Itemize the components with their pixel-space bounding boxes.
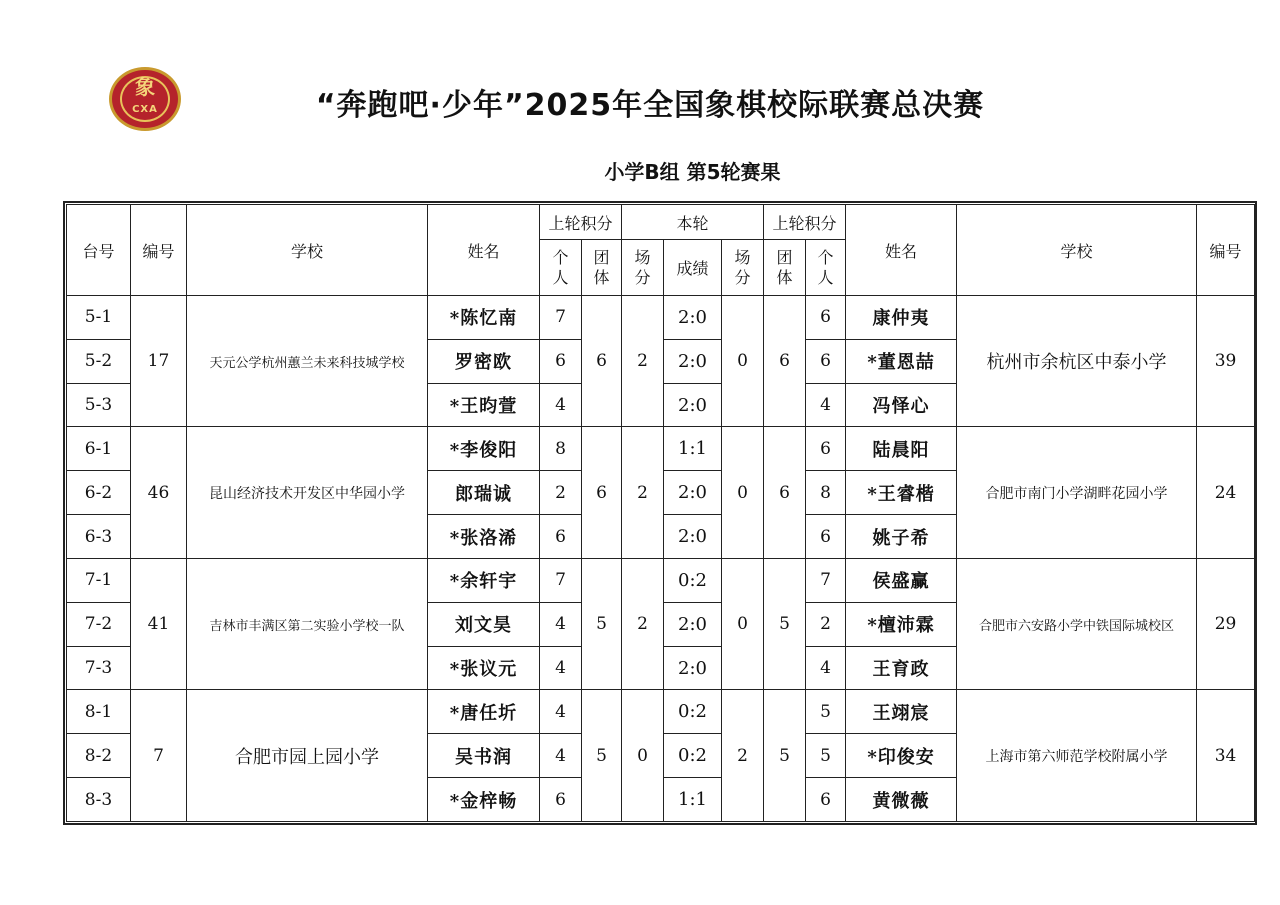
header-result: 成绩 [664, 240, 722, 296]
header-prev-points-right: 上轮积分 [764, 205, 846, 240]
board-cell: 8-3 [67, 778, 131, 822]
table-row [67, 427, 1255, 471]
header-match-pts-left: 场 分 [622, 240, 664, 296]
player-name-left: *唐任圻 [428, 690, 540, 734]
individual-points-left: 6 [540, 515, 582, 559]
game-result: 2:0 [664, 471, 722, 515]
header-this-round: 本轮 [622, 205, 764, 240]
header-school-left: 学校 [187, 205, 428, 296]
board-cell: 6-3 [67, 515, 131, 559]
header-name-left: 姓名 [428, 205, 540, 296]
individual-points-left: 4 [540, 602, 582, 646]
player-name-right: 侯盛赢 [846, 558, 957, 602]
team-id-left: 17 [131, 296, 187, 427]
school-left: 昆山经济技术开发区中华园小学 [187, 427, 428, 558]
team-id-right: 34 [1197, 690, 1255, 822]
results-table [66, 204, 1255, 822]
game-result: 0:2 [664, 690, 722, 734]
player-name-left: *金梓畅 [428, 778, 540, 822]
individual-points-right: 7 [806, 558, 846, 602]
individual-points-left: 7 [540, 296, 582, 340]
individual-points-right: 6 [806, 339, 846, 383]
individual-points-right: 4 [806, 646, 846, 690]
board-cell: 7-3 [67, 646, 131, 690]
game-result: 2:0 [664, 515, 722, 559]
results-body [67, 296, 1255, 822]
individual-points-left: 4 [540, 646, 582, 690]
player-name-right: 冯怿心 [846, 383, 957, 427]
player-name-right: 康仲夷 [846, 296, 957, 340]
table-row [67, 690, 1255, 734]
school-left: 吉林市丰满区第二实验小学校一队 [187, 558, 428, 689]
team-points-right: 6 [764, 296, 806, 427]
individual-points-left: 4 [540, 734, 582, 778]
game-result: 2:0 [664, 383, 722, 427]
header-team-left: 团 体 [582, 240, 622, 296]
match-points-left: 2 [622, 427, 664, 558]
individual-points-right: 6 [806, 427, 846, 471]
board-cell: 8-1 [67, 690, 131, 734]
board-cell: 6-1 [67, 427, 131, 471]
board-cell: 7-2 [67, 602, 131, 646]
team-points-right: 6 [764, 427, 806, 558]
header-prev-points-left: 上轮积分 [540, 205, 622, 240]
header-match-pts-right: 场 分 [722, 240, 764, 296]
player-name-left: 郎瑞诚 [428, 471, 540, 515]
team-points-right: 5 [764, 690, 806, 822]
board-cell: 5-2 [67, 339, 131, 383]
player-name-right: *董恩喆 [846, 339, 957, 383]
player-name-right: 王育政 [846, 646, 957, 690]
player-name-left: *张议元 [428, 646, 540, 690]
player-name-right: 黄微薇 [846, 778, 957, 822]
individual-points-left: 4 [540, 383, 582, 427]
header-row-1 [67, 205, 1255, 240]
individual-points-right: 6 [806, 778, 846, 822]
game-result: 1:1 [664, 427, 722, 471]
individual-points-left: 2 [540, 471, 582, 515]
player-name-left: *王昀萱 [428, 383, 540, 427]
board-cell: 5-1 [67, 296, 131, 340]
team-id-left: 46 [131, 427, 187, 558]
header-individual-right: 个 人 [806, 240, 846, 296]
player-name-left: 罗密欧 [428, 339, 540, 383]
board-cell: 5-3 [67, 383, 131, 427]
individual-points-left: 7 [540, 558, 582, 602]
header-individual-left: 个 人 [540, 240, 582, 296]
table-row [67, 558, 1255, 602]
match-points-right: 0 [722, 558, 764, 689]
player-name-right: 姚子希 [846, 515, 957, 559]
individual-points-left: 4 [540, 690, 582, 734]
individual-points-right: 5 [806, 734, 846, 778]
school-left: 合肥市园上园小学 [187, 690, 428, 822]
table-row [67, 296, 1255, 340]
individual-points-right: 8 [806, 471, 846, 515]
school-left: 天元公学杭州蕙兰未来科技城学校 [187, 296, 428, 427]
header-table-no: 台号 [67, 205, 131, 296]
header-name-right: 姓名 [846, 205, 957, 296]
school-right: 上海市第六师范学校附属小学 [957, 690, 1197, 822]
page-title: “奔跑吧·少年”2025年全国象棋校际联赛总决赛 [315, 88, 985, 123]
team-id-right: 29 [1197, 558, 1255, 689]
board-cell: 8-2 [67, 734, 131, 778]
team-points-right: 5 [764, 558, 806, 689]
cxa-logo [109, 67, 181, 131]
game-result: 2:0 [664, 339, 722, 383]
individual-points-left: 6 [540, 339, 582, 383]
player-name-right: *印俊安 [846, 734, 957, 778]
individual-points-right: 2 [806, 602, 846, 646]
player-name-right: *檀沛霖 [846, 602, 957, 646]
team-points-left: 6 [582, 296, 622, 427]
match-points-left: 0 [622, 690, 664, 822]
match-points-right: 2 [722, 690, 764, 822]
team-id-left: 41 [131, 558, 187, 689]
school-right: 合肥市六安路小学中铁国际城校区 [957, 558, 1197, 689]
individual-points-right: 6 [806, 515, 846, 559]
player-name-left: *李俊阳 [428, 427, 540, 471]
player-name-right: 陆晨阳 [846, 427, 957, 471]
header-team-right: 团 体 [764, 240, 806, 296]
player-name-left: *张洛浠 [428, 515, 540, 559]
school-right: 合肥市南门小学湖畔花园小学 [957, 427, 1197, 558]
individual-points-left: 6 [540, 778, 582, 822]
team-id-right: 24 [1197, 427, 1255, 558]
page-subtitle: 小学B组 第5轮赛果 [604, 160, 781, 184]
team-points-left: 5 [582, 558, 622, 689]
logo-glyph: 象 [135, 75, 155, 99]
team-points-left: 6 [582, 427, 622, 558]
player-name-left: *余轩宇 [428, 558, 540, 602]
match-points-left: 2 [622, 296, 664, 427]
player-name-left: *陈忆南 [428, 296, 540, 340]
school-right: 杭州市余杭区中泰小学 [957, 296, 1197, 427]
header-id-right: 编号 [1197, 205, 1255, 296]
board-cell: 6-2 [67, 471, 131, 515]
individual-points-right: 6 [806, 296, 846, 340]
board-cell: 7-1 [67, 558, 131, 602]
individual-points-left: 8 [540, 427, 582, 471]
match-points-right: 0 [722, 296, 764, 427]
game-result: 0:2 [664, 558, 722, 602]
team-id-left: 7 [131, 690, 187, 822]
game-result: 1:1 [664, 778, 722, 822]
player-name-left: 刘文昊 [428, 602, 540, 646]
player-name-right: *王睿楷 [846, 471, 957, 515]
team-points-left: 5 [582, 690, 622, 822]
individual-points-right: 5 [806, 690, 846, 734]
game-result: 0:2 [664, 734, 722, 778]
player-name-left: 吴书润 [428, 734, 540, 778]
game-result: 2:0 [664, 296, 722, 340]
team-id-right: 39 [1197, 296, 1255, 427]
game-result: 2:0 [664, 646, 722, 690]
match-points-right: 0 [722, 427, 764, 558]
header-school-right: 学校 [957, 205, 1197, 296]
match-points-left: 2 [622, 558, 664, 689]
header-id-left: 编号 [131, 205, 187, 296]
individual-points-right: 4 [806, 383, 846, 427]
logo-text: CXA [132, 104, 158, 115]
game-result: 2:0 [664, 602, 722, 646]
player-name-right: 王翊宸 [846, 690, 957, 734]
